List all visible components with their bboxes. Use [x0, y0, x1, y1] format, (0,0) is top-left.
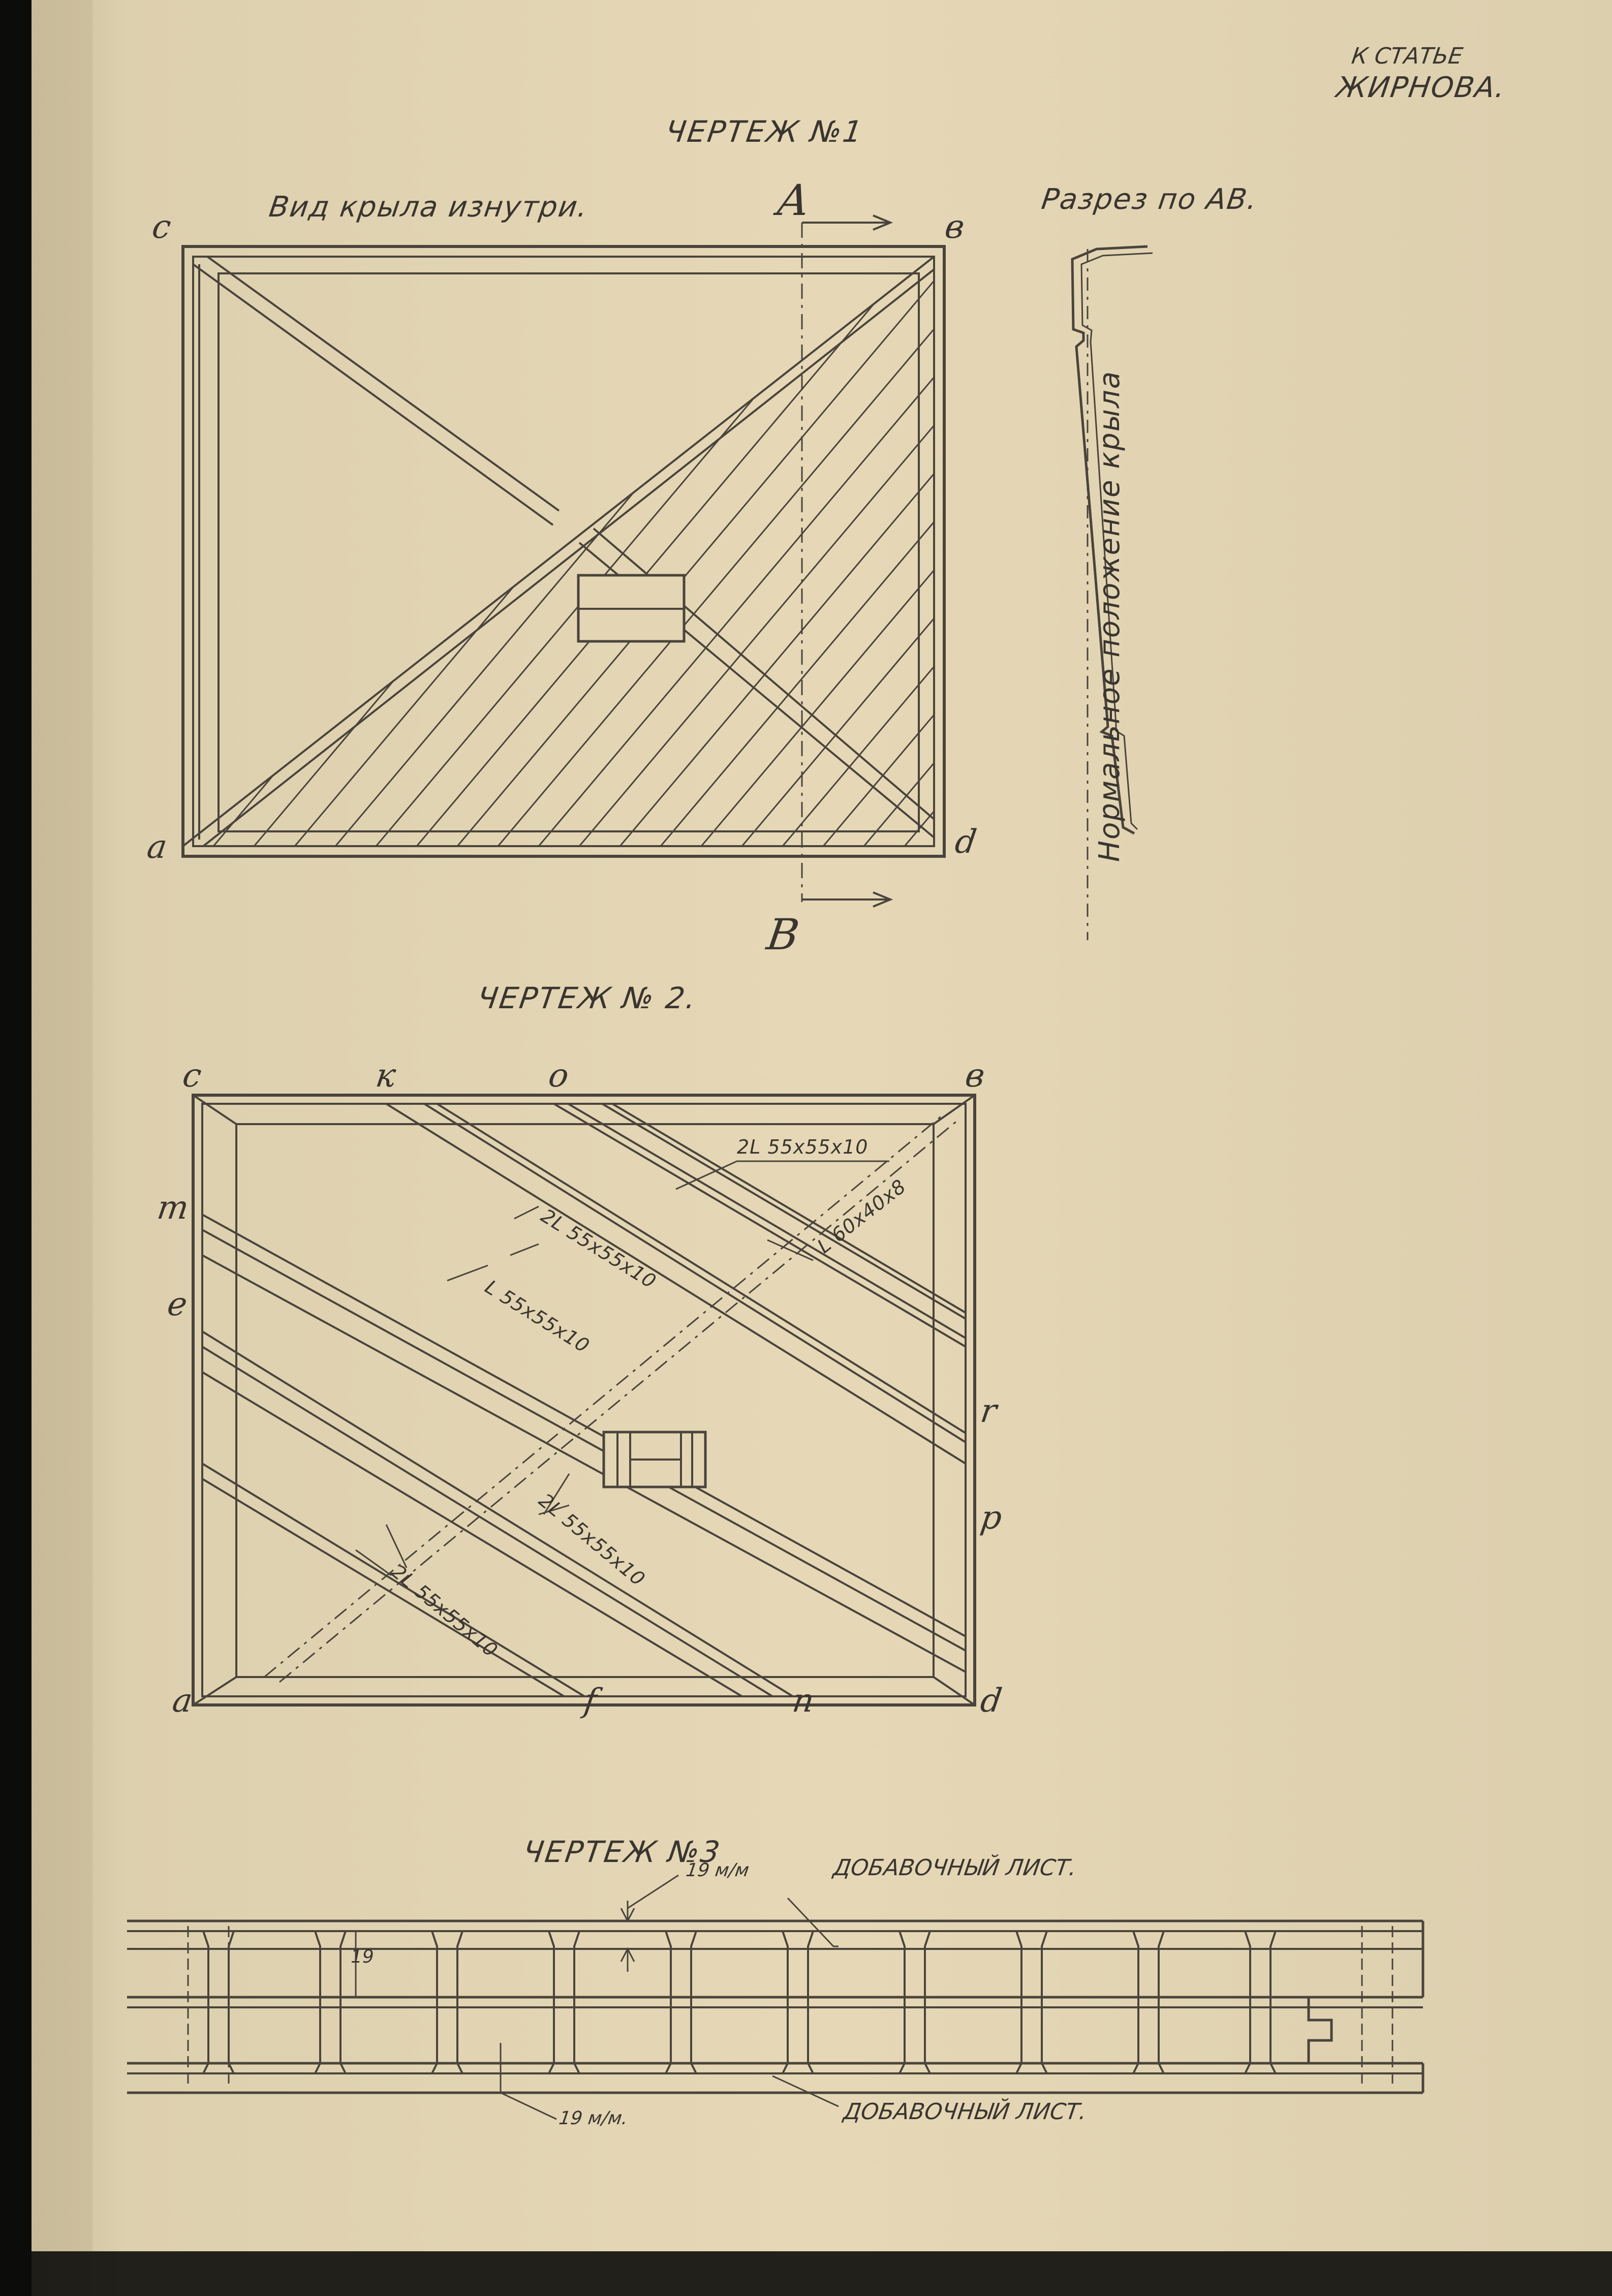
- drawing2-bottom-label-n: n: [790, 1682, 817, 1720]
- drawing3-dim-bottom: 19 м/м.: [557, 2108, 630, 2129]
- binding-strip: [32, 0, 92, 2296]
- drawing3-title: ЧЕРТЕЖ №3: [521, 1835, 724, 1869]
- drawing2-corner-c: c: [180, 1057, 204, 1095]
- drawing2-corner-d: d: [978, 1682, 1005, 1720]
- drawing2-corner-b: в: [963, 1057, 987, 1095]
- drawing2-spec-lower: 2L 55х55х10: [387, 1560, 502, 1662]
- drawing2-spec-middle: L 55х55х10: [481, 1276, 594, 1357]
- drawing1-corner-c: c: [149, 208, 174, 246]
- drawing2-title: ЧЕРТЕЖ № 2.: [475, 981, 700, 1015]
- drawing2-top-label-k: к: [373, 1057, 398, 1095]
- drawing2-spec-top: 2L 55х55х10: [737, 1136, 869, 1158]
- drawing1-section-mark-b: В: [764, 910, 802, 959]
- drawing2-top-label-o: о: [546, 1057, 571, 1095]
- header-note-line1: К СТАТЬЕ: [1350, 43, 1465, 69]
- drawing3-top-sheet-label: ДОБАВОЧНЫЙ ЛИСТ.: [831, 1855, 1078, 1881]
- drawing3-dim-top: 19 м/м: [685, 1860, 751, 1881]
- drawing2-corner-a: a: [170, 1682, 195, 1720]
- bottom-shadow: [30, 2251, 1612, 2296]
- drawing1-corner-a: a: [144, 828, 170, 866]
- drawing3-dim-side: 19: [351, 1946, 374, 1967]
- drawing2-left-label-m: m: [154, 1189, 191, 1227]
- drawing2-spec-dashdot: L 60х40х8: [813, 1174, 911, 1258]
- drawing1-title: ЧЕРТЕЖ №1: [663, 114, 866, 149]
- drawing2-left-label-e: e: [165, 1286, 190, 1323]
- drawing1-section-label: Разрез по АВ.: [1039, 183, 1260, 216]
- left-spine: [0, 0, 32, 2296]
- drawing2-bottom-label-f: f: [581, 1682, 599, 1720]
- drawing2-spec-center: 2L 55х55х10: [534, 1489, 649, 1591]
- drawing1-vertical-note: Нормальное положение крыла: [1093, 370, 1127, 862]
- drawing1-corner-d: d: [952, 823, 979, 861]
- drawing2-right-label-r: r: [978, 1392, 999, 1430]
- drawing1-section-mark-a: А: [774, 175, 814, 225]
- drawing2-right-label-p: p: [978, 1499, 1005, 1537]
- drawing1-view-label: Вид крыла изнутри.: [267, 191, 591, 224]
- drawing1-corner-b: в: [942, 208, 967, 246]
- header-note-line2: ЖИРНОВА.: [1334, 71, 1508, 104]
- drawing3-bottom-sheet-label: ДОБАВОЧНЫЙ ЛИСТ.: [842, 2099, 1089, 2125]
- drawing2-spec-upper: 2L 55х55х10: [537, 1204, 661, 1293]
